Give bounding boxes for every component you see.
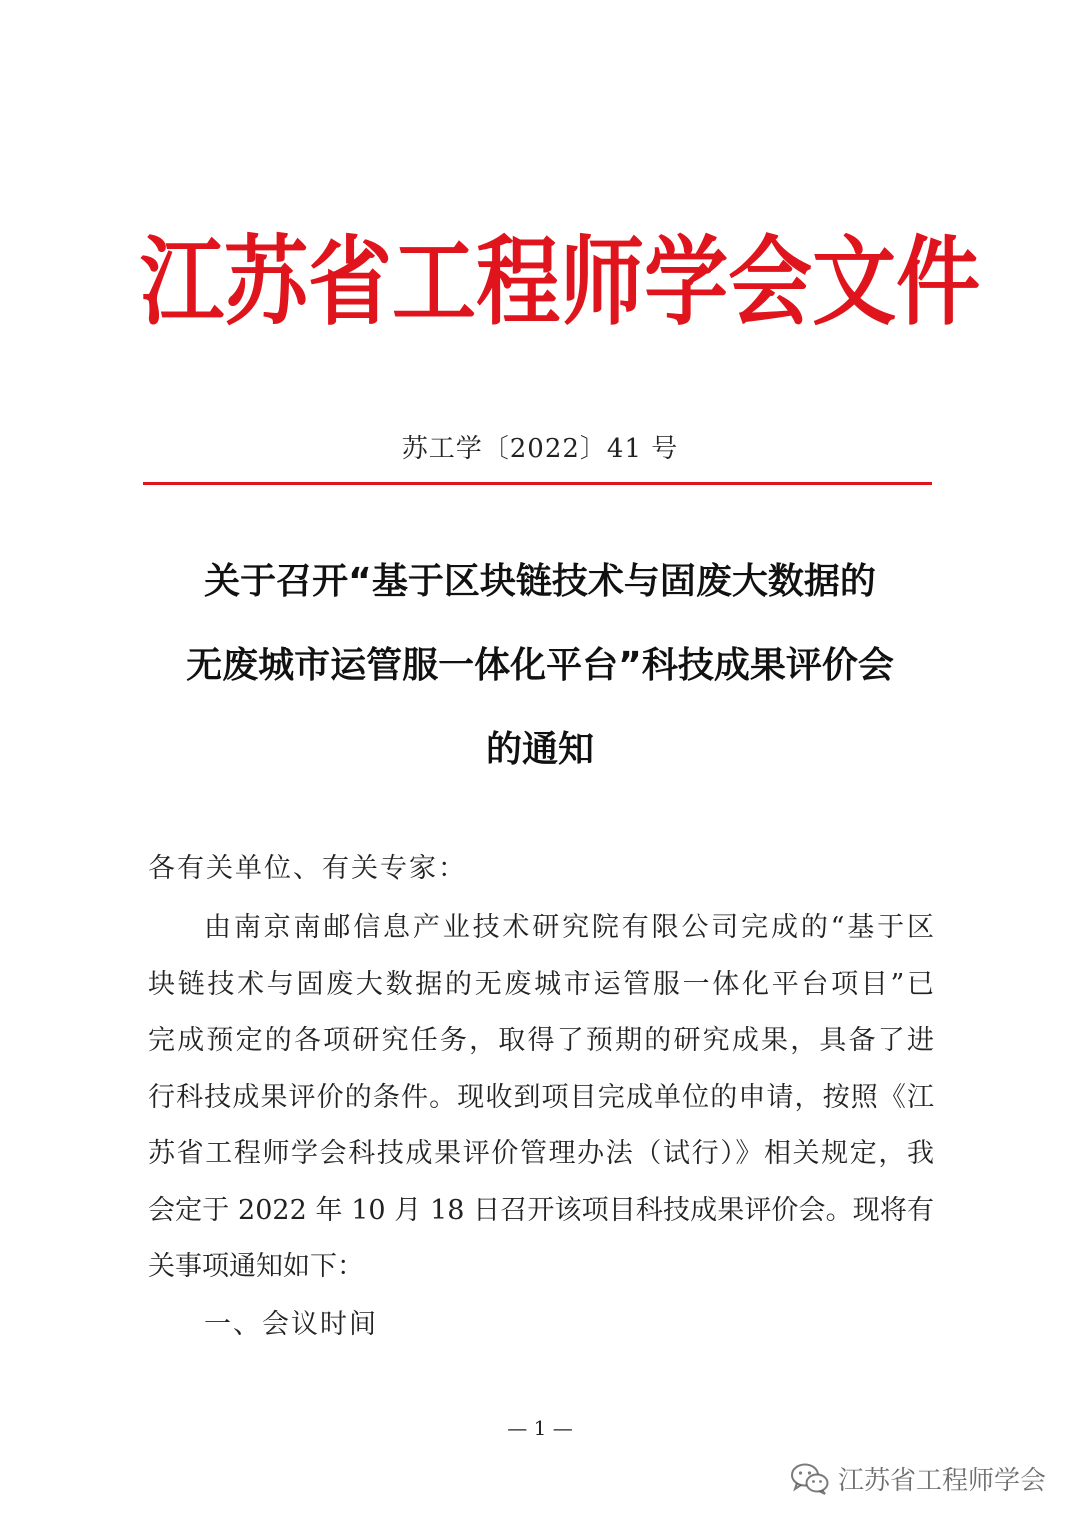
body-line: 完成预定的各项研究任务，取得了预期的研究成果，具备了进 <box>148 1025 934 1056</box>
body-line: 关事项通知如下： <box>148 1251 364 1282</box>
masthead-char: 师 <box>560 225 645 339</box>
masthead-char: 江 <box>140 225 225 339</box>
masthead-char: 会 <box>728 225 813 339</box>
title-line: 无废城市运管服一体化平台”科技成果评价会 <box>186 645 894 686</box>
masthead-title <box>140 222 981 342</box>
red-divider-line <box>143 482 932 485</box>
watermark-text: 江苏省工程师学会 <box>837 1466 1046 1496</box>
masthead-char: 件 <box>896 225 981 339</box>
document-number: 苏工学〔2022〕41 号 <box>401 434 679 464</box>
wechat-watermark <box>790 1460 1046 1497</box>
body-line: 行科技成果评价的条件。现收到项目完成单位的申请，按照《江 <box>148 1081 934 1113</box>
masthead-char: 工 <box>392 225 477 339</box>
masthead-char: 文 <box>812 225 897 339</box>
salutation: 各有关单位、有关专家： <box>148 853 467 884</box>
masthead-char: 程 <box>476 225 561 339</box>
title-line: 的通知 <box>485 729 594 770</box>
masthead-char: 学 <box>644 225 729 339</box>
body-line: 苏省工程师学会科技成果评价管理办法（试行）》相关规定，我 <box>148 1138 934 1169</box>
notice-title <box>130 540 950 792</box>
section-heading-meeting-time: 一、会议时间 <box>204 1309 378 1340</box>
page-number: — 1 — <box>507 1416 573 1440</box>
title-line: 关于召开“基于区块链技术与固废大数据的 <box>204 561 876 602</box>
body-line: 由南京南邮信息产业技术研究院有限公司完成的“基于区 <box>204 912 934 943</box>
body-line: 会定于 2022 年 10 月 18 日召开该项目科技成果评价会。现将有 <box>148 1194 934 1226</box>
masthead-char: 苏 <box>224 225 309 339</box>
body-line: 块链技术与固废大数据的无废城市运管服一体化平台项目”已 <box>148 968 934 1000</box>
masthead-char: 省 <box>308 225 393 339</box>
wechat-icon <box>790 1462 830 1496</box>
body-paragraph <box>148 904 934 1300</box>
